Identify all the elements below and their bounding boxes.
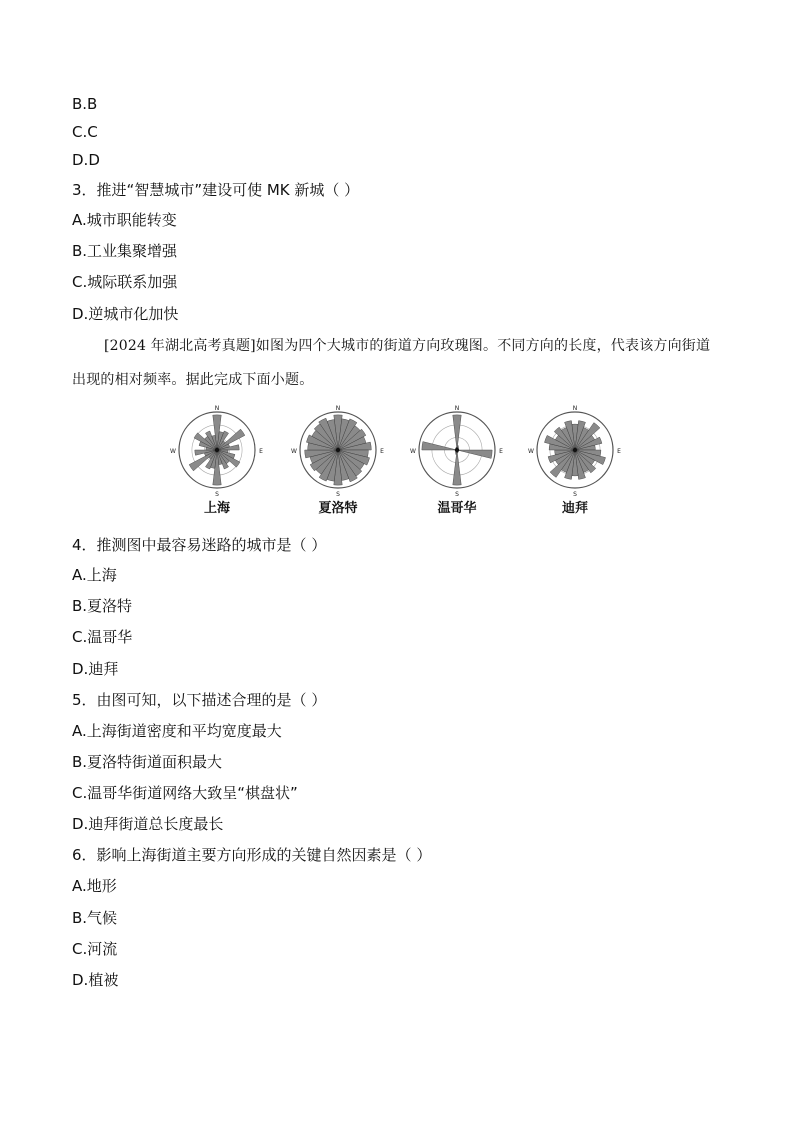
city-label-vancouver: 温哥华 (437, 501, 477, 516)
q5-option-d: D.迪拜街道总长度最长 (72, 815, 224, 833)
q4-option-a: A.上海 (72, 566, 117, 584)
question-3-stem: 3．推进“智慧城市”建设可使 MK 新城（ ） (72, 181, 360, 199)
rose-center (215, 448, 219, 452)
q6-option-a: A.地形 (72, 877, 117, 895)
option-d: D.D (72, 151, 100, 169)
passage-text: [2024 年湖北高考真题]如图为四个大城市的街道方向玫瑰图。不同方向的长度，代表该方向街道出现的相对频率。据此完成下面小题。 (72, 338, 711, 388)
question-6-stem: 6．影响上海街道主要方向形成的关键自然因素是（ ） (72, 846, 432, 864)
direction-label-n: N (335, 405, 341, 412)
q3-option-d: D.逆城市化加快 (72, 305, 179, 323)
q6-option-c: C.河流 (72, 940, 118, 958)
q6-option-d: D.植被 (72, 971, 119, 989)
q4-option-c: C.温哥华 (72, 628, 133, 646)
direction-label-n: N (454, 405, 460, 412)
rose-wedge (453, 450, 461, 485)
direction-label-w: W (410, 448, 416, 455)
rose-wedge (453, 415, 461, 450)
rose-wedge (457, 450, 492, 458)
option-b: B.B (72, 95, 98, 113)
rose-diagram-dubai (528, 405, 621, 498)
direction-label-s: S (336, 491, 340, 498)
city-label-dubai: 迪拜 (561, 501, 588, 516)
q3-option-b: B.工业集聚增强 (72, 242, 178, 260)
direction-label-e: E (499, 448, 503, 455)
direction-label-e: E (617, 448, 621, 455)
direction-label-w: W (528, 448, 534, 455)
q5-option-c: C.温哥华街道网络大致呈“棋盘状” (72, 784, 298, 802)
direction-label-n: N (214, 405, 220, 412)
rose-diagram-vancouver (410, 405, 503, 498)
q3-option-a: A.城市职能转变 (72, 211, 177, 229)
question-5-stem: 5．由图可知，以下描述合理的是（ ） (72, 691, 327, 709)
rose-wedge (422, 442, 457, 450)
direction-label-n: N (572, 405, 578, 412)
option-c: C.C (72, 123, 98, 141)
question-4-stem: 4．推测图中最容易迷路的城市是（ ） (72, 536, 327, 554)
rose-diagram-charlotte (291, 405, 384, 498)
q4-option-b: B.夏洛特 (72, 597, 133, 615)
rose-center (573, 448, 577, 452)
rose-center (455, 448, 459, 452)
direction-label-s: S (455, 491, 459, 498)
direction-label-w: W (170, 448, 176, 455)
street-orientation-rose-figure (160, 400, 630, 500)
city-label-shanghai: 上海 (203, 501, 230, 516)
direction-label-s: S (215, 491, 219, 498)
rose-diagram-shanghai (170, 405, 263, 498)
rose-center (336, 448, 340, 452)
q5-option-a: A.上海街道密度和平均宽度最大 (72, 722, 282, 740)
q3-option-c: C.城际联系加强 (72, 273, 178, 291)
direction-label-w: W (291, 448, 297, 455)
direction-label-e: E (259, 448, 263, 455)
direction-label-e: E (380, 448, 384, 455)
city-label-charlotte: 夏洛特 (318, 501, 358, 516)
q6-option-b: B.气候 (72, 909, 118, 927)
q5-option-b: B.夏洛特街道面积最大 (72, 753, 223, 771)
direction-label-s: S (573, 491, 577, 498)
q4-option-d: D.迪拜 (72, 660, 119, 678)
